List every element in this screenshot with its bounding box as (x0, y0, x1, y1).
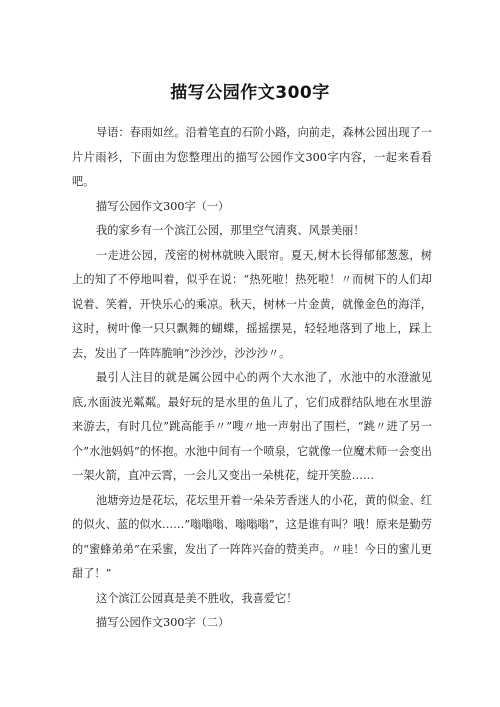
body-paragraph: 最引人注目的就是属公园中心的两个大水池了，水池中的水澄澈见底,水面波光粼粼。最好玩的是水里的鱼儿了，它们成群结队地在水里游来游去，有时几位”跳高能手〃”嗖〃地一声射出了围栏，“跳〃进了另一个”水池妈妈”的怀抱。水池中间有一个喷泉，它就像一位魔术师一会变出一架火箭，直冲云霄，一会儿又变出一朵桃花，绽开笑脸…… (72, 371, 432, 482)
body-paragraph: 池塘旁边是花坛，花坛里开着一朵朵芳香迷人的小花，黄的似金、红的似火、蓝的似水……”嗡嗡嗡、嗡嗡嗡”，这是谁有叫？哦！原来是勤劳的“蜜蜂弟弟”在采蜜，发出了一阵阵兴奋的赞美声。〃哇！今日的蜜儿更甜了！” (72, 493, 432, 580)
body-paragraph: 这个滨江公园真是美不胜收，我喜爱它！ (96, 591, 298, 605)
body-paragraph: 我的家乡有一个滨江公园，那里空气清爽、风景美丽！ (96, 224, 365, 237)
document-body (72, 121, 432, 636)
document-title: 描写公园作文300字 (170, 83, 330, 103)
section-heading-1: 描写公园作文300字（一） (96, 199, 230, 213)
body-paragraph: 一走进公园，茂密的树林就映入眼帘。夏天,树木长得郁郁葱葱，树上的知了不停地叫着，似乎在说：“热死啦！热死啦！〃而树下的人们却说着、笑着，开快乐心的乘凉。秋天，树林一片金黄，就像金色的海洋，这时，树叶像一只只飘舞的蝴蝶，摇摇摆晃，轻轻地落到了地上，踩上去，发出了一阵阵脆响”沙沙沙，沙沙沙〃。 (72, 248, 432, 360)
intro-paragraph: 导语：春雨如丝。沿着笔直的石阶小路，向前走，森林公园出现了一片片雨衫，下面由为您整理出的描写公园作文300字内容，一起来看看吧。 (72, 126, 432, 188)
section-heading-2: 描写公园作文300字（二） (96, 616, 230, 629)
